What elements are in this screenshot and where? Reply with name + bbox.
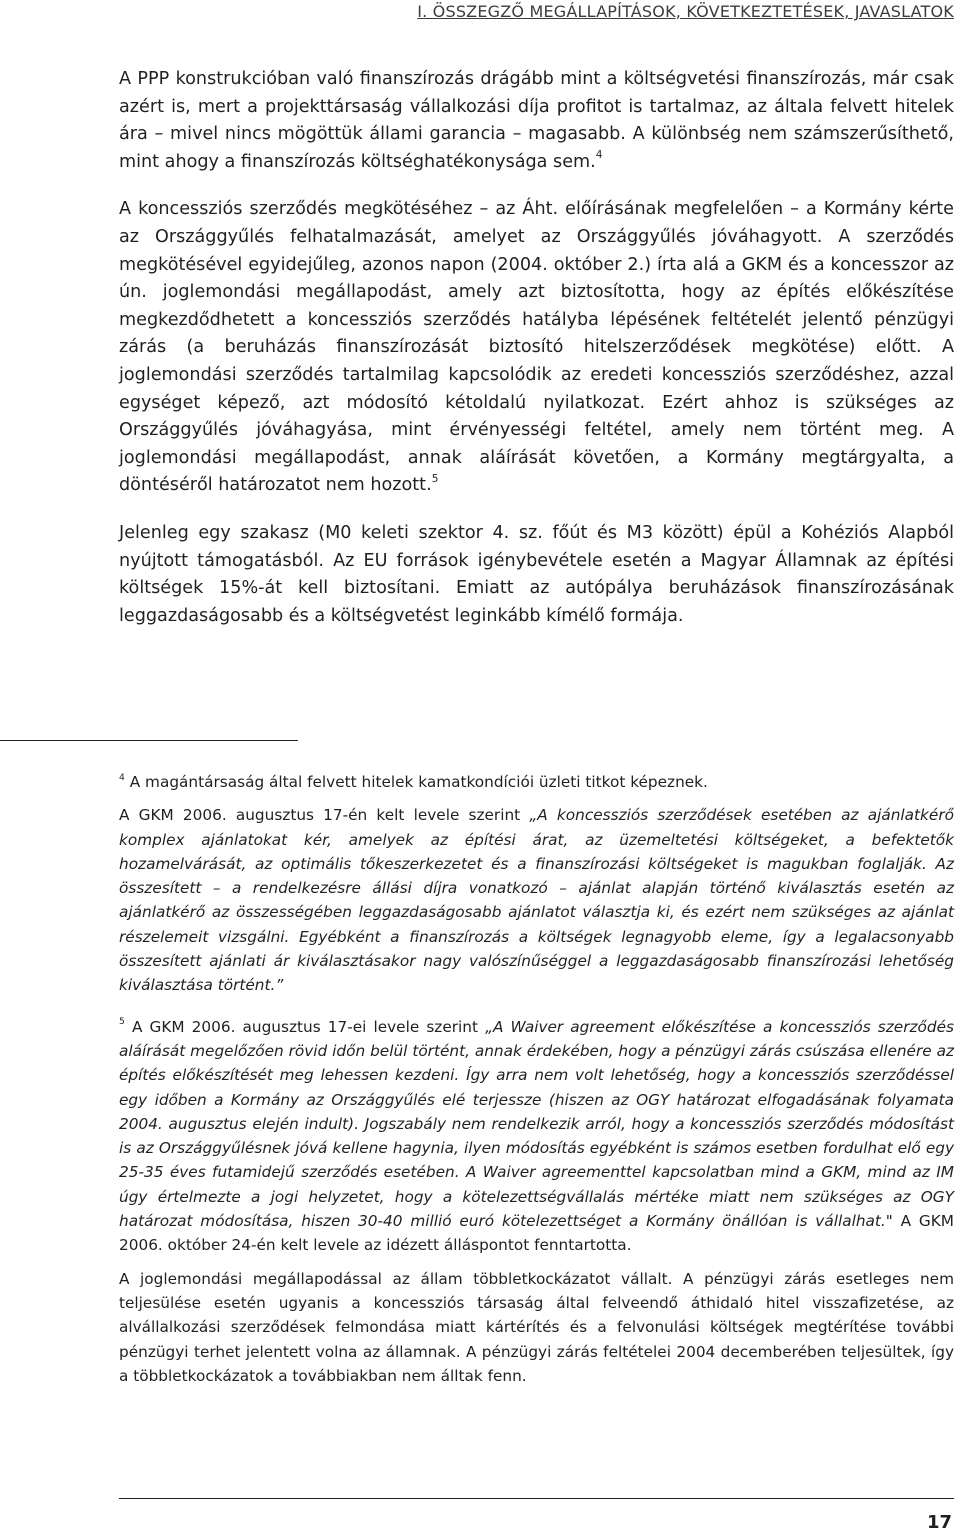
footnote-5 — [119, 1015, 954, 1258]
footnote-text: A GKM 2006. augusztus 17-én kelt levele szerint — [119, 806, 521, 825]
page-bottom-rule — [119, 1498, 954, 1499]
footnote-text: A GKM 2006. augusztus 17-ei levele szerint — [131, 1017, 478, 1036]
footnote-4 — [119, 770, 954, 794]
footnote-number: 5 — [119, 1016, 125, 1028]
footnote-ref-5: 5 — [431, 472, 439, 485]
paragraph-cohesion-fund: Jelenleg egy szakasz (M0 keleti szektor 4. sz. főút és M3 között) épül a Kohéziós Alapból nyújtott támogatásból. Az EU források igénybevétele esetén a Magyar Államnak az építési költségek 15%-át kell biztosítani. Emiatt az autópálya beruházások finanszírozásának leggazdaságosabb és a költségvetést leginkább kímélő formája. — [119, 522, 954, 626]
footnotes — [119, 770, 954, 1397]
running-header: I. ÖSSZEGZŐ MEGÁLLAPÍTÁSOK, KÖVETKEZTETÉSEK, JAVASLATOK — [417, 2, 954, 21]
footnote-5-continuation: A joglemondási megállapodással az állam többletkockázatot vállalt. A pénzügyi zárás esetleges nem teljesülése esetén ugyanis a koncessziós társaság által felveendő áthidaló hitel visszafizetése, az alvállalkozási szerződések felmondása miatt kártérítés és a felvonulási költségek megtérítése további pénzügyi terhet jelentett volna az államnak. A pénzügyi zárás feltételei 2004 decemberében teljesültek, így a többletkockázatok a továbbiakban nem álltak fenn. — [119, 1269, 954, 1385]
footnote-ref-4: 4 — [595, 149, 603, 162]
footnote-text: A magántársaság által felvett hitelek kamatkondíciói üzleti titkot képeznek. — [129, 773, 708, 791]
footnote-4-continuation — [119, 803, 954, 997]
footnote-quote: „A koncessziós szerződések esetében az ajánlatkérő komplex ajánlatokat kér, amelyek az építési árat, az üzemeltetési költségeket, a befektetők hozamelvárását, az optimális tőkeszerkezetet és a finanszírozási költségeket is magukban foglalják. Az összesített – a rendelkezésre állási díjra vonatkozó – ajánlat alapján történő kiválasztás esetén az ajánlatkérő az összességében leggazdaságosabb ajánlatot választja ki, és ezért nem szükséges az ajánlat részelemeit vizsgálni. Egyébként a finanszírozás a költségek legnagyobb eleme, így a legalacsonyabb összesített ajánlati ár kiválasztásakor nagy valószínűséggel a leggazdaságosabb finanszírozási lehetőség kiválasztása történt.” — [119, 806, 954, 995]
footnote-number: 4 — [119, 771, 125, 783]
paragraph-concession-contract — [119, 196, 954, 500]
footnote-quote: „A Waiver agreement előkészítése a koncessziós szerződés aláírását megelőzően rövid időn belül történt, annak érdekében, hogy a pénzügyi zárás csúszása ellenére az építés előkészítését meg lehessen kezdeni. Így arra nem volt lehetőség, hogy a koncessziós szerződéssel egy időben a Kormány az Országgyűlés elé terjessze (hiszen az OGY határozat elfogadásának folyamata 2004. augusztus elején indult). Jogszabály nem rendelkezik arról, hogy a koncessziós szerződés módosítást is az Országgyűlésnek jóvá kellene hagynia, ilyen módosítás egyébként is számos esetben fordulhat elő egy 25-35 éves futamidejű szerződés esetében. A Waiver agreementtel kapcsolatban mind a GKM, mind az IM úgy értelmezte a jogi helyzetet, hogy a kötelezettségvállalás mértéke miatt nem szükséges az OGY határozat módosítása, hiszen 30-40 millió euró kötelezettséget a Kormány önállóan is vállalhat." — [119, 1017, 954, 1231]
paragraph-ppp-financing — [119, 66, 954, 176]
main-text — [119, 66, 954, 650]
footnote-separator — [0, 740, 298, 741]
footnote-text: A GKM 2006. október 24-én kelt levele az idézett álláspontot fenntartotta. — [119, 1212, 954, 1255]
paragraph-text: A koncessziós szerződés megkötéséhez – az Áht. előírásának megfelelően – a Kormány kérte az Országgyűlés felhatalmazását, amelyet az Országgyűlés jóváhagyott. A szerződés megkötésével egyidejűleg, azonos napon (2004. október 2.) írta alá a GKM és a koncesszor az ún. joglemondási megállapodást, amely azt biztosította, hogy az építés előkészítése megkezdődhetett a koncessziós szerződés hatályba lépésének feltételét jelentő pénzügyi zárás (a beruházás finanszírozását biztosító hitelszerződések megkötése) előtt. A joglemondási szerződés tartalmilag kapcsolódik az eredeti koncessziós szerződéshez, azzal egységet képező, azt módosító kétoldalú nyilatkozat. Ezért ahhoz is szükséges az Országgyűlés jóváhagyása, mint érvényességi feltétel, amely nem történt meg. A joglemondási megállapodást, annak aláírását követően, a Kormány megtárgyalta, a döntéséről határozatot nem hozott. — [119, 199, 954, 496]
page-number: 17 — [926, 1512, 952, 1533]
paragraph-text: A PPP konstrukcióban való finanszírozás drágább mint a költségvetési finanszírozás, már csak azért is, mert a projekttársaság vállalkozási díja profitot is tartalmaz, az általa felvett hitelek ára – mivel nincs mögöttük állami garancia – magasabb. A különbség nem számszerűsíthető, mint ahogy a finanszírozás költséghatékonysága sem. — [119, 69, 954, 172]
